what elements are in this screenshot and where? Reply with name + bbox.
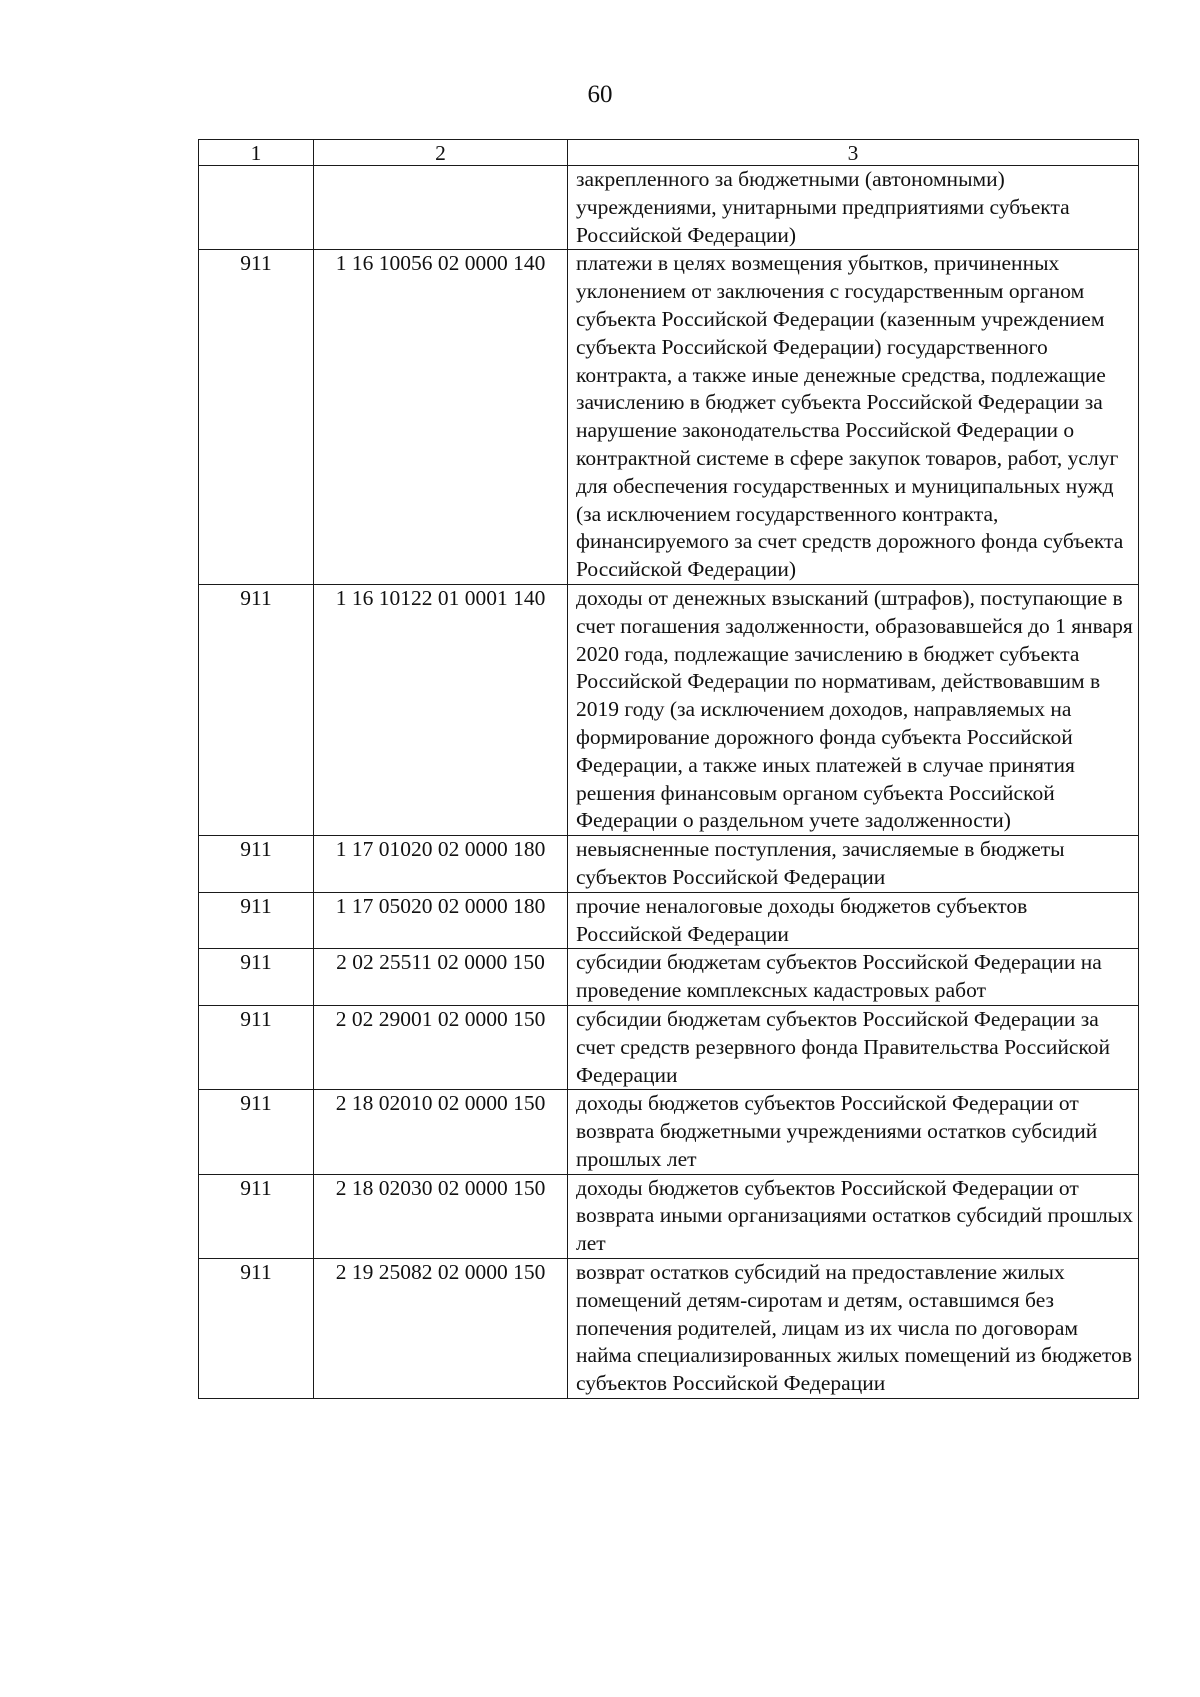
page-number: 60 <box>587 81 613 108</box>
budget-code-cell <box>314 166 568 250</box>
budget-code-cell: 1 16 10056 02 0000 140 <box>314 250 568 585</box>
budget-code-cell: 2 02 25511 02 0000 150 <box>314 949 568 1006</box>
budget-classification-table <box>198 139 1139 1399</box>
table-row <box>199 1174 1139 1258</box>
admin-code-cell: 911 <box>199 1259 314 1399</box>
admin-code-cell: 911 <box>199 836 314 893</box>
table-row <box>199 584 1139 835</box>
admin-code-cell: 911 <box>199 1005 314 1089</box>
budget-code-cell: 1 16 10122 01 0001 140 <box>314 584 568 835</box>
description-cell: субсидии бюджетам субъектов Российской Федерации за счет средств резервного фонда Правительства Российской Федерации <box>568 1005 1139 1089</box>
table-header-row <box>199 140 1139 166</box>
admin-code-cell: 911 <box>199 1090 314 1174</box>
budget-code-cell: 2 19 25082 02 0000 150 <box>314 1259 568 1399</box>
description-cell: субсидии бюджетам субъектов Российской Федерации на проведение комплексных кадастровых работ <box>568 949 1139 1006</box>
description-cell: доходы бюджетов субъектов Российской Федерации от возврата бюджетными учреждениями остатков субсидий прошлых лет <box>568 1090 1139 1174</box>
admin-code-cell: 911 <box>199 1174 314 1258</box>
column-header-2: 2 <box>314 140 568 166</box>
description-cell: доходы бюджетов субъектов Российской Федерации от возврата иными организациями остатков субсидий прошлых лет <box>568 1174 1139 1258</box>
description-cell: возврат остатков субсидий на предоставление жилых помещений детям-сиротам и детям, оставшимся без попечения родителей, лицам из их числа по договорам найма специализированных жилых помещений из бюджетов субъектов Российской Федерации <box>568 1259 1139 1399</box>
table-row <box>199 1090 1139 1174</box>
column-header-3: 3 <box>568 140 1139 166</box>
description-cell: невыясненные поступления, зачисляемые в бюджеты субъектов Российской Федерации <box>568 836 1139 893</box>
budget-code-cell: 2 18 02030 02 0000 150 <box>314 1174 568 1258</box>
admin-code-cell <box>199 166 314 250</box>
admin-code-cell: 911 <box>199 892 314 949</box>
admin-code-cell: 911 <box>199 250 314 585</box>
column-header-1: 1 <box>199 140 314 166</box>
budget-code-cell: 2 18 02010 02 0000 150 <box>314 1090 568 1174</box>
description-cell: закрепленного за бюджетными (автономными) учреждениями, унитарными предприятиями субъекта Российской Федерации) <box>568 166 1139 250</box>
budget-code-cell: 2 02 29001 02 0000 150 <box>314 1005 568 1089</box>
budget-code-cell: 1 17 05020 02 0000 180 <box>314 892 568 949</box>
table-row <box>199 1005 1139 1089</box>
description-cell: платежи в целях возмещения убытков, причиненных уклонением от заключения с государственным органом субъекта Российской Федерации (казенным учреждением субъекта Российской Федерации) государственного контракта, а также иные денежные средства, подлежащие зачислению в бюджет субъекта Российской Федерации за нарушение законодательства Российской Федерации о контрактной системе в сфере закупок товаров, работ, услуг для обеспечения государственных и муниципальных нужд (за исключением государственного контракта, финансируемого за счет средств дорожного фонда субъекта Российской Федерации) <box>568 250 1139 585</box>
table-row <box>199 1259 1139 1399</box>
table-row <box>199 949 1139 1006</box>
description-cell: доходы от денежных взысканий (штрафов), поступающие в счет погашения задолженности, образовавшейся до 1 января 2020 года, подлежащие зачислению в бюджет субъекта Российской Федерации по нормативам, действовавшим в 2019 году (за исключением доходов, направляемых на формирование дорожного фонда субъекта Российской Федерации, а также иных платежей в случае принятия решения финансовым органом субъекта Российской Федерации о раздельном учете задолженности) <box>568 584 1139 835</box>
table-row <box>199 836 1139 893</box>
description-cell: прочие неналоговые доходы бюджетов субъектов Российской Федерации <box>568 892 1139 949</box>
admin-code-cell: 911 <box>199 584 314 835</box>
budget-code-cell: 1 17 01020 02 0000 180 <box>314 836 568 893</box>
admin-code-cell: 911 <box>199 949 314 1006</box>
table-row <box>199 166 1139 250</box>
table-row <box>199 250 1139 585</box>
table-row <box>199 892 1139 949</box>
